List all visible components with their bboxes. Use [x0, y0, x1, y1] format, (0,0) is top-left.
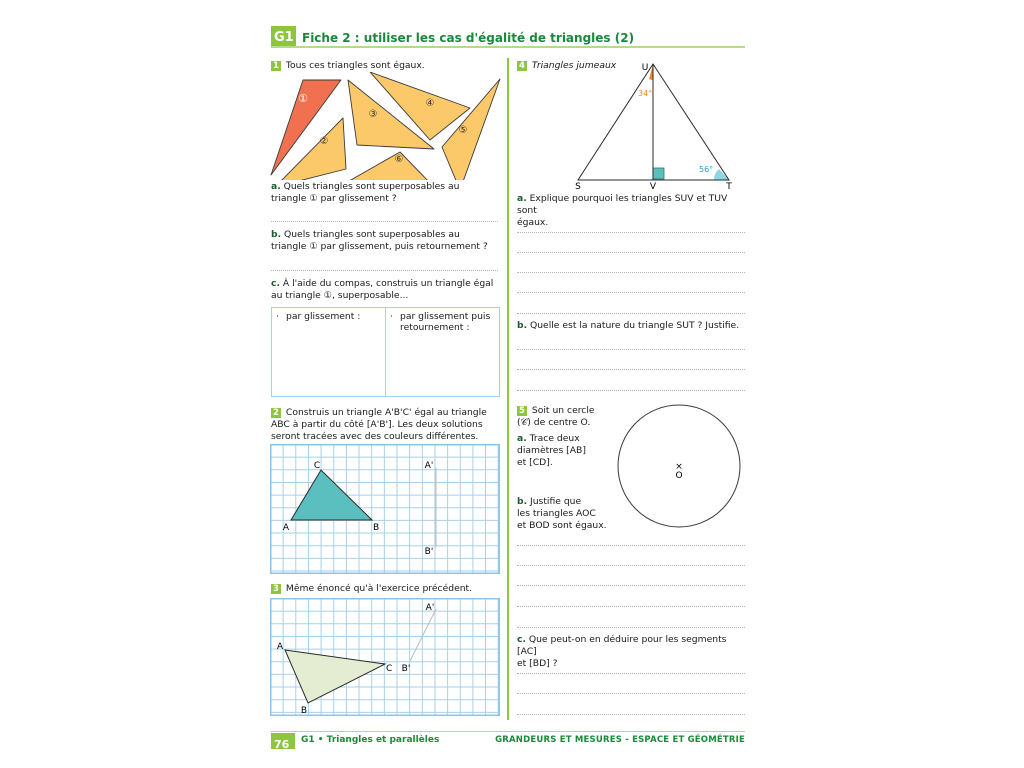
- triangle-abc: [285, 650, 385, 703]
- ex3-statement: 3 Même énoncé qu'à l'exercice précédent.: [273, 583, 473, 594]
- ex4-figure: [565, 58, 745, 193]
- label-b: B: [300, 706, 308, 716]
- center-label-o: O: [675, 471, 683, 481]
- answer-line[interactable]: [271, 221, 498, 222]
- ex5-question-c: c. Que peut-on en déduire pour les segments [AC] et [BD] ?: [517, 634, 727, 669]
- angle-t-label: 56°: [699, 165, 714, 174]
- right-angle-marker: [653, 168, 664, 179]
- angle-u-label: 34°: [638, 89, 653, 98]
- chapter-tab: [271, 26, 296, 46]
- answer-line[interactable]: [271, 270, 498, 271]
- label-a: A: [282, 523, 289, 533]
- answer-line[interactable]: [517, 232, 745, 233]
- angle-t-marker: [714, 169, 729, 180]
- answer-line[interactable]: [517, 693, 745, 694]
- ex2-badge: 2: [273, 408, 279, 418]
- header-divider: [271, 46, 745, 48]
- answer-line[interactable]: [517, 627, 745, 628]
- answer-line[interactable]: [517, 369, 745, 370]
- answer-line[interactable]: [517, 606, 745, 607]
- ex5-question-a: a. Trace deux diamètres [AB] et [CD].: [517, 433, 586, 468]
- ex1-triangles-figure: [268, 72, 508, 180]
- ex4-question-b: b. Quelle est la nature du triangle SUT ? Justifie.: [517, 320, 740, 331]
- triangle-2-label: ②: [319, 136, 329, 147]
- answer-line[interactable]: [517, 714, 745, 715]
- answer-line[interactable]: [517, 272, 745, 273]
- footer-divider: [271, 731, 745, 732]
- ex2-grid[interactable]: [270, 444, 500, 574]
- answer-line[interactable]: [517, 673, 745, 674]
- label-u: U: [641, 63, 649, 73]
- page-number-badge: [271, 733, 295, 749]
- triangle-5: [442, 79, 500, 180]
- ex1-question-b: b. Quels triangles sont superposables au triangle ① par glissement, puis retournement ?: [271, 229, 488, 252]
- answer-line[interactable]: [517, 545, 745, 546]
- ex4-title: 4 Triangles jumeaux: [519, 60, 617, 71]
- answer-box-glissement[interactable]: · par glissement :: [276, 311, 361, 322]
- label-s: S: [575, 182, 581, 192]
- label-a: A: [276, 642, 284, 652]
- chapter-tab-label: G1: [274, 30, 294, 45]
- ex2-statement: 2 Construis un triangle A'B'C' égal au triangle ABC à partir du côté [A'B']. Les deux solutions seront tracées avec des couleurs différentes.: [271, 407, 487, 442]
- page-title: Fiche 2 : utiliser les cas d'égalité de triangles (2): [302, 31, 635, 45]
- page-number: 76: [274, 738, 290, 751]
- segment-a1b1: [410, 609, 436, 661]
- ex5-intro: 5 Soit un cercle (𝒞) de centre O.: [517, 405, 595, 428]
- ex4-badge: 4: [519, 61, 525, 71]
- ex1-answer-table: [271, 307, 500, 397]
- center-mark-icon: ×: [675, 462, 683, 472]
- label-b: B: [373, 523, 380, 533]
- triangle-5-label: ⑤: [458, 125, 468, 136]
- ex1-question-a: a. Quels triangles sont superposables au triangle ① par glissement ?: [271, 181, 460, 204]
- label-v: V: [649, 182, 657, 192]
- answer-line[interactable]: [517, 292, 745, 293]
- ex5-badge: 5: [519, 406, 525, 416]
- answer-box-retournement[interactable]: · par glissement puis retournement :: [385, 308, 499, 396]
- label-t: T: [726, 182, 732, 192]
- ex1-intro: [271, 60, 425, 72]
- label-a-prime: A': [425, 603, 435, 613]
- footer-chapter: G1 • Triangles et parallèles: [301, 735, 440, 745]
- triangle-1-label: ①: [298, 92, 308, 105]
- answer-line[interactable]: [517, 349, 745, 350]
- answer-line[interactable]: [517, 585, 745, 586]
- label-b-prime: B': [424, 547, 434, 557]
- label-c: C: [386, 664, 393, 674]
- ex3-grid[interactable]: [270, 598, 500, 716]
- ex4-question-a: a. Explique pourquoi les triangles SUV et TUV sont égaux.: [517, 193, 728, 228]
- ex1-intro-text: Tous ces triangles sont égaux.: [285, 60, 425, 71]
- ex5-circle-figure[interactable]: [614, 402, 744, 530]
- answer-line[interactable]: [517, 252, 745, 253]
- triangle-6: [335, 152, 436, 180]
- ex1-question-c: c. À l'aide du compas, construis un triangle égal au triangle ①, superposable...: [271, 278, 494, 301]
- label-a-prime: A': [424, 461, 434, 471]
- answer-line[interactable]: [517, 390, 745, 391]
- triangle-4-label: ④: [425, 98, 435, 109]
- answer-line[interactable]: [517, 313, 745, 314]
- ex1-badge: 1: [273, 61, 279, 71]
- ex3-badge: 3: [273, 584, 279, 594]
- triangle-3-label: ③: [368, 109, 378, 120]
- footer-section: GRANDEURS ET MESURES - ESPACE ET GÉOMÉTRIE: [495, 735, 745, 745]
- triangle-6-label: ⑥: [394, 154, 404, 165]
- ex5-question-b: b. Justifie que les triangles AOC et BOD sont égaux.: [517, 496, 607, 531]
- label-c: C: [313, 461, 321, 471]
- label-b-prime: B': [401, 664, 411, 674]
- answer-line[interactable]: [517, 565, 745, 566]
